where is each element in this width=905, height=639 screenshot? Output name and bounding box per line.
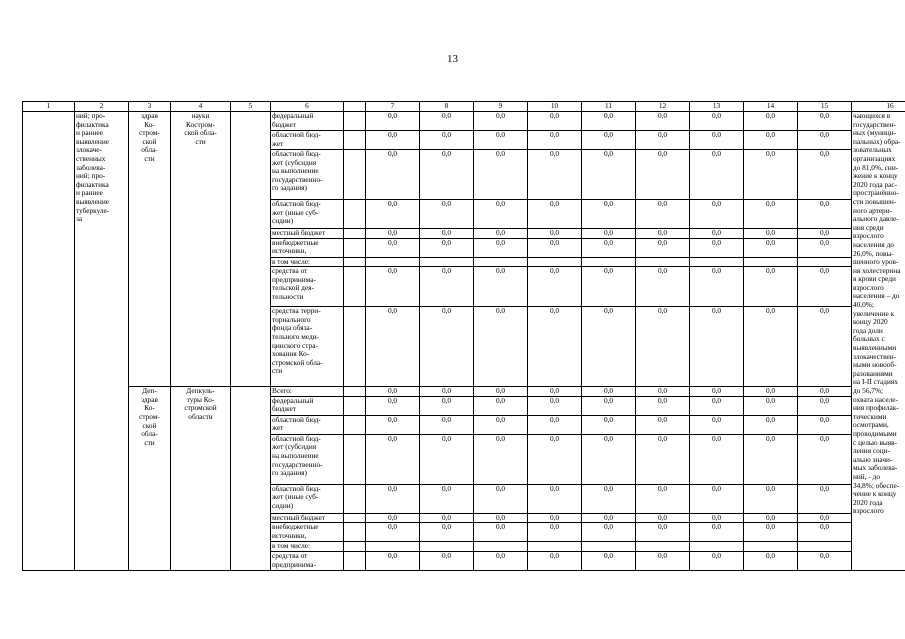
value-cell: 0,0 xyxy=(582,513,636,523)
value-cell: 0,0 xyxy=(420,307,474,387)
value-cell: 0,0 xyxy=(528,523,582,542)
value-cell: 0,0 xyxy=(420,131,474,150)
column-header: 4 xyxy=(171,102,231,112)
value-cell: 0,0 xyxy=(690,396,744,415)
value-cell: 0,0 xyxy=(474,267,528,307)
value-cell xyxy=(366,257,420,267)
empty-cell xyxy=(344,200,366,229)
value-cell: 0,0 xyxy=(366,150,420,200)
responsible-executor-cell: Деп- здрав Ко- стром- ской обла- сти xyxy=(129,387,171,571)
column-header: 16 xyxy=(852,102,905,112)
value-cell: 0,0 xyxy=(636,523,690,542)
header-row xyxy=(23,102,905,112)
value-cell: 0,0 xyxy=(798,434,852,484)
value-cell xyxy=(528,257,582,267)
column-header: 12 xyxy=(636,102,690,112)
value-cell: 0,0 xyxy=(744,513,798,523)
funding-source-cell: внебюджетные источники, xyxy=(271,238,344,257)
value-cell: 0,0 xyxy=(690,434,744,484)
value-cell: 0,0 xyxy=(366,551,420,570)
value-cell: 0,0 xyxy=(420,200,474,229)
funding-source-cell: местный бюджет xyxy=(271,513,344,523)
value-cell: 0,0 xyxy=(798,513,852,523)
empty-cell xyxy=(344,229,366,239)
funding-source-cell: областной бюд- жет (субсидия на выполнение государственно- го задания) xyxy=(271,434,344,484)
value-cell: 0,0 xyxy=(798,229,852,239)
column-header: 14 xyxy=(744,102,798,112)
value-cell: 0,0 xyxy=(690,267,744,307)
empty-cell xyxy=(344,387,366,397)
value-cell: 0,0 xyxy=(582,229,636,239)
value-cell: 0,0 xyxy=(798,131,852,150)
value-cell: 0,0 xyxy=(582,200,636,229)
value-cell xyxy=(474,257,528,267)
column-header: 15 xyxy=(798,102,852,112)
column-header: 11 xyxy=(582,102,636,112)
value-cell: 0,0 xyxy=(528,200,582,229)
value-cell: 0,0 xyxy=(636,131,690,150)
col5-cell xyxy=(231,112,271,387)
value-cell: 0,0 xyxy=(420,513,474,523)
column-header: 8 xyxy=(420,102,474,112)
table-row xyxy=(23,387,905,397)
value-cell: 0,0 xyxy=(366,267,420,307)
funding-source-cell: федеральный бюджет xyxy=(271,396,344,415)
value-cell: 0,0 xyxy=(582,131,636,150)
value-cell: 0,0 xyxy=(474,415,528,434)
funding-source-cell: областной бюд- жет xyxy=(271,131,344,150)
value-cell: 0,0 xyxy=(744,307,798,387)
value-cell xyxy=(798,542,852,552)
empty-cell xyxy=(344,267,366,307)
value-cell: 0,0 xyxy=(744,551,798,570)
value-cell: 0,0 xyxy=(420,484,474,513)
value-cell: 0,0 xyxy=(366,112,420,131)
value-cell: 0,0 xyxy=(582,396,636,415)
empty-cell xyxy=(344,551,366,570)
value-cell: 0,0 xyxy=(366,307,420,387)
value-cell: 0,0 xyxy=(690,551,744,570)
value-cell xyxy=(744,542,798,552)
value-cell: 0,0 xyxy=(744,387,798,397)
co-executor-cell: Депкуль- туры Ко- стромской области xyxy=(171,387,231,571)
value-cell: 0,0 xyxy=(528,513,582,523)
value-cell: 0,0 xyxy=(744,267,798,307)
column-header: 7 xyxy=(366,102,420,112)
value-cell: 0,0 xyxy=(474,551,528,570)
value-cell: 0,0 xyxy=(528,267,582,307)
value-cell: 0,0 xyxy=(636,307,690,387)
value-cell: 0,0 xyxy=(582,267,636,307)
value-cell: 0,0 xyxy=(690,150,744,200)
value-cell: 0,0 xyxy=(798,150,852,200)
value-cell: 0,0 xyxy=(528,551,582,570)
value-cell: 0,0 xyxy=(798,551,852,570)
value-cell: 0,0 xyxy=(690,513,744,523)
value-cell: 0,0 xyxy=(528,131,582,150)
value-cell: 0,0 xyxy=(582,387,636,397)
value-cell: 0,0 xyxy=(582,523,636,542)
value-cell: 0,0 xyxy=(474,200,528,229)
value-cell xyxy=(690,257,744,267)
value-cell: 0,0 xyxy=(366,396,420,415)
value-cell: 0,0 xyxy=(798,112,852,131)
value-cell: 0,0 xyxy=(798,307,852,387)
value-cell xyxy=(474,542,528,552)
value-cell: 0,0 xyxy=(474,396,528,415)
value-cell: 0,0 xyxy=(582,307,636,387)
value-cell: 0,0 xyxy=(744,415,798,434)
value-cell: 0,0 xyxy=(582,238,636,257)
value-cell: 0,0 xyxy=(582,415,636,434)
funding-source-cell: областной бюд- жет (субсидия на выполнение государственно- го задания) xyxy=(271,150,344,200)
value-cell: 0,0 xyxy=(690,200,744,229)
empty-cell xyxy=(344,396,366,415)
value-cell: 0,0 xyxy=(528,415,582,434)
empty-cell xyxy=(344,307,366,387)
value-cell: 0,0 xyxy=(582,112,636,131)
value-cell: 0,0 xyxy=(474,484,528,513)
empty-cell xyxy=(344,484,366,513)
value-cell: 0,0 xyxy=(528,484,582,513)
value-cell: 0,0 xyxy=(474,307,528,387)
value-cell: 0,0 xyxy=(798,484,852,513)
value-cell xyxy=(582,542,636,552)
column-header xyxy=(344,102,366,112)
value-cell: 0,0 xyxy=(744,112,798,131)
empty-cell xyxy=(344,112,366,131)
value-cell: 0,0 xyxy=(528,434,582,484)
value-cell xyxy=(366,542,420,552)
value-cell: 0,0 xyxy=(474,523,528,542)
value-cell: 0,0 xyxy=(420,229,474,239)
value-cell: 0,0 xyxy=(744,150,798,200)
value-cell xyxy=(798,257,852,267)
value-cell: 0,0 xyxy=(420,238,474,257)
value-cell: 0,0 xyxy=(366,229,420,239)
col5-cell xyxy=(231,387,271,571)
value-cell: 0,0 xyxy=(474,150,528,200)
value-cell: 0,0 xyxy=(528,238,582,257)
value-cell: 0,0 xyxy=(744,434,798,484)
column-header: 13 xyxy=(690,102,744,112)
value-cell: 0,0 xyxy=(636,415,690,434)
value-cell: 0,0 xyxy=(582,551,636,570)
value-cell: 0,0 xyxy=(366,387,420,397)
value-cell: 0,0 xyxy=(366,484,420,513)
value-cell: 0,0 xyxy=(690,229,744,239)
value-cell: 0,0 xyxy=(636,112,690,131)
value-cell: 0,0 xyxy=(690,415,744,434)
value-cell: 0,0 xyxy=(366,131,420,150)
value-cell: 0,0 xyxy=(420,150,474,200)
value-cell: 0,0 xyxy=(582,150,636,200)
value-cell: 0,0 xyxy=(690,131,744,150)
expected-results-cell: чающихся в государствен- ных (муници- пальных) обра- зовательных организациях до 81,0%, сни- жение к концу 2020 года рас- пространённо- сти повышен- ного артери- ального давле- ния среди взрослого населения до 26,0%, повы- шенного уров- ня холестерина в крови среди взрослого населения – до 40,0%; увеличение к концу 2020 года доли больных с выявленными злокачествен- ными новооб- разованиями на I-II стадиях до 56,7%; охвата населе- ния профилак- тическими осмотрами, проводимыми с целью выяв- ления соци- ально значи- мых заболева- ний, - до 34,8%; обеспе- чение к концу 2020 года взрослого xyxy=(852,112,905,571)
column-header: 2 xyxy=(75,102,129,112)
value-cell: 0,0 xyxy=(636,434,690,484)
value-cell: 0,0 xyxy=(798,200,852,229)
funding-source-cell: областной бюд- жет (иные суб- сидии) xyxy=(271,484,344,513)
value-cell: 0,0 xyxy=(420,523,474,542)
value-cell: 0,0 xyxy=(474,513,528,523)
column-header: 3 xyxy=(129,102,171,112)
responsible-executor-cell: здрав Ко- стром- ской обла- сти xyxy=(129,112,171,387)
value-cell: 0,0 xyxy=(420,551,474,570)
funding-source-cell: областной бюд- жет xyxy=(271,415,344,434)
value-cell: 0,0 xyxy=(798,238,852,257)
value-cell: 0,0 xyxy=(528,396,582,415)
value-cell: 0,0 xyxy=(636,150,690,200)
value-cell: 0,0 xyxy=(366,415,420,434)
value-cell: 0,0 xyxy=(744,131,798,150)
column-header: 10 xyxy=(528,102,582,112)
value-cell: 0,0 xyxy=(636,551,690,570)
funding-source-cell: внебюджетные источники, xyxy=(271,523,344,542)
value-cell: 0,0 xyxy=(690,112,744,131)
value-cell xyxy=(420,257,474,267)
funding-source-cell: местный бюджет xyxy=(271,229,344,239)
funding-source-cell: Всего: xyxy=(271,387,344,397)
value-cell: 0,0 xyxy=(366,434,420,484)
column-header: 6 xyxy=(271,102,344,112)
funding-source-cell: средства терри- ториального фонда обяза- тельного меди- цинского стра- хования Ко- стромской обла- сти xyxy=(271,307,344,387)
funding-source-cell: средства от предпринима- тельской дея- тельности xyxy=(271,267,344,307)
value-cell: 0,0 xyxy=(420,267,474,307)
value-cell: 0,0 xyxy=(744,396,798,415)
value-cell: 0,0 xyxy=(690,484,744,513)
value-cell: 0,0 xyxy=(420,387,474,397)
empty-cell xyxy=(344,415,366,434)
empty-cell xyxy=(344,434,366,484)
value-cell: 0,0 xyxy=(420,396,474,415)
value-cell: 0,0 xyxy=(366,513,420,523)
value-cell: 0,0 xyxy=(420,112,474,131)
value-cell: 0,0 xyxy=(528,150,582,200)
value-cell: 0,0 xyxy=(744,200,798,229)
value-cell: 0,0 xyxy=(528,229,582,239)
value-cell xyxy=(744,257,798,267)
measure-name-cell: ний; про- филактика и раннее выявление злокаче- ственных заболева- ний; про- филактика и раннее выявление туберкуле- за xyxy=(75,112,129,571)
value-cell: 0,0 xyxy=(528,387,582,397)
value-cell: 0,0 xyxy=(690,387,744,397)
empty-cell xyxy=(344,150,366,200)
funding-source-cell: средства от предпринима- xyxy=(271,551,344,570)
value-cell xyxy=(636,542,690,552)
co-executor-cell: науки Костром- ской обла- сти xyxy=(171,112,231,387)
value-cell: 0,0 xyxy=(636,484,690,513)
empty-cell xyxy=(344,513,366,523)
empty-cell xyxy=(344,542,366,552)
column-header: 9 xyxy=(474,102,528,112)
funding-source-cell: в том числе: xyxy=(271,542,344,552)
value-cell: 0,0 xyxy=(636,267,690,307)
value-cell: 0,0 xyxy=(690,307,744,387)
budget-table xyxy=(22,101,905,571)
value-cell: 0,0 xyxy=(366,200,420,229)
value-cell: 0,0 xyxy=(582,484,636,513)
value-cell xyxy=(636,257,690,267)
value-cell: 0,0 xyxy=(582,434,636,484)
value-cell xyxy=(528,542,582,552)
value-cell xyxy=(420,542,474,552)
value-cell: 0,0 xyxy=(474,387,528,397)
value-cell: 0,0 xyxy=(474,238,528,257)
column-header: 5 xyxy=(231,102,271,112)
column-header: 1 xyxy=(23,102,75,112)
value-cell: 0,0 xyxy=(798,415,852,434)
empty-cell xyxy=(344,238,366,257)
value-cell: 0,0 xyxy=(528,112,582,131)
empty-cell xyxy=(344,523,366,542)
value-cell xyxy=(582,257,636,267)
table-row xyxy=(23,112,905,131)
value-cell: 0,0 xyxy=(474,131,528,150)
value-cell: 0,0 xyxy=(420,434,474,484)
value-cell: 0,0 xyxy=(636,396,690,415)
col1-cell xyxy=(23,112,75,571)
value-cell: 0,0 xyxy=(798,396,852,415)
value-cell: 0,0 xyxy=(636,238,690,257)
value-cell: 0,0 xyxy=(690,238,744,257)
funding-source-cell: федеральный бюджет xyxy=(271,112,344,131)
value-cell: 0,0 xyxy=(420,415,474,434)
value-cell: 0,0 xyxy=(528,307,582,387)
empty-cell xyxy=(344,131,366,150)
value-cell xyxy=(690,542,744,552)
value-cell: 0,0 xyxy=(474,434,528,484)
value-cell: 0,0 xyxy=(366,523,420,542)
funding-source-cell: областной бюд- жет (иные суб- сидии) xyxy=(271,200,344,229)
value-cell: 0,0 xyxy=(744,484,798,513)
value-cell: 0,0 xyxy=(636,229,690,239)
page-number: 13 xyxy=(447,53,458,65)
value-cell: 0,0 xyxy=(690,523,744,542)
value-cell: 0,0 xyxy=(474,112,528,131)
value-cell: 0,0 xyxy=(636,513,690,523)
empty-cell xyxy=(344,257,366,267)
value-cell: 0,0 xyxy=(366,238,420,257)
value-cell: 0,0 xyxy=(744,523,798,542)
value-cell: 0,0 xyxy=(798,267,852,307)
value-cell: 0,0 xyxy=(744,229,798,239)
value-cell: 0,0 xyxy=(744,238,798,257)
value-cell: 0,0 xyxy=(798,523,852,542)
value-cell: 0,0 xyxy=(798,387,852,397)
value-cell: 0,0 xyxy=(474,229,528,239)
value-cell: 0,0 xyxy=(636,387,690,397)
funding-source-cell: в том числе: xyxy=(271,257,344,267)
value-cell: 0,0 xyxy=(636,200,690,229)
